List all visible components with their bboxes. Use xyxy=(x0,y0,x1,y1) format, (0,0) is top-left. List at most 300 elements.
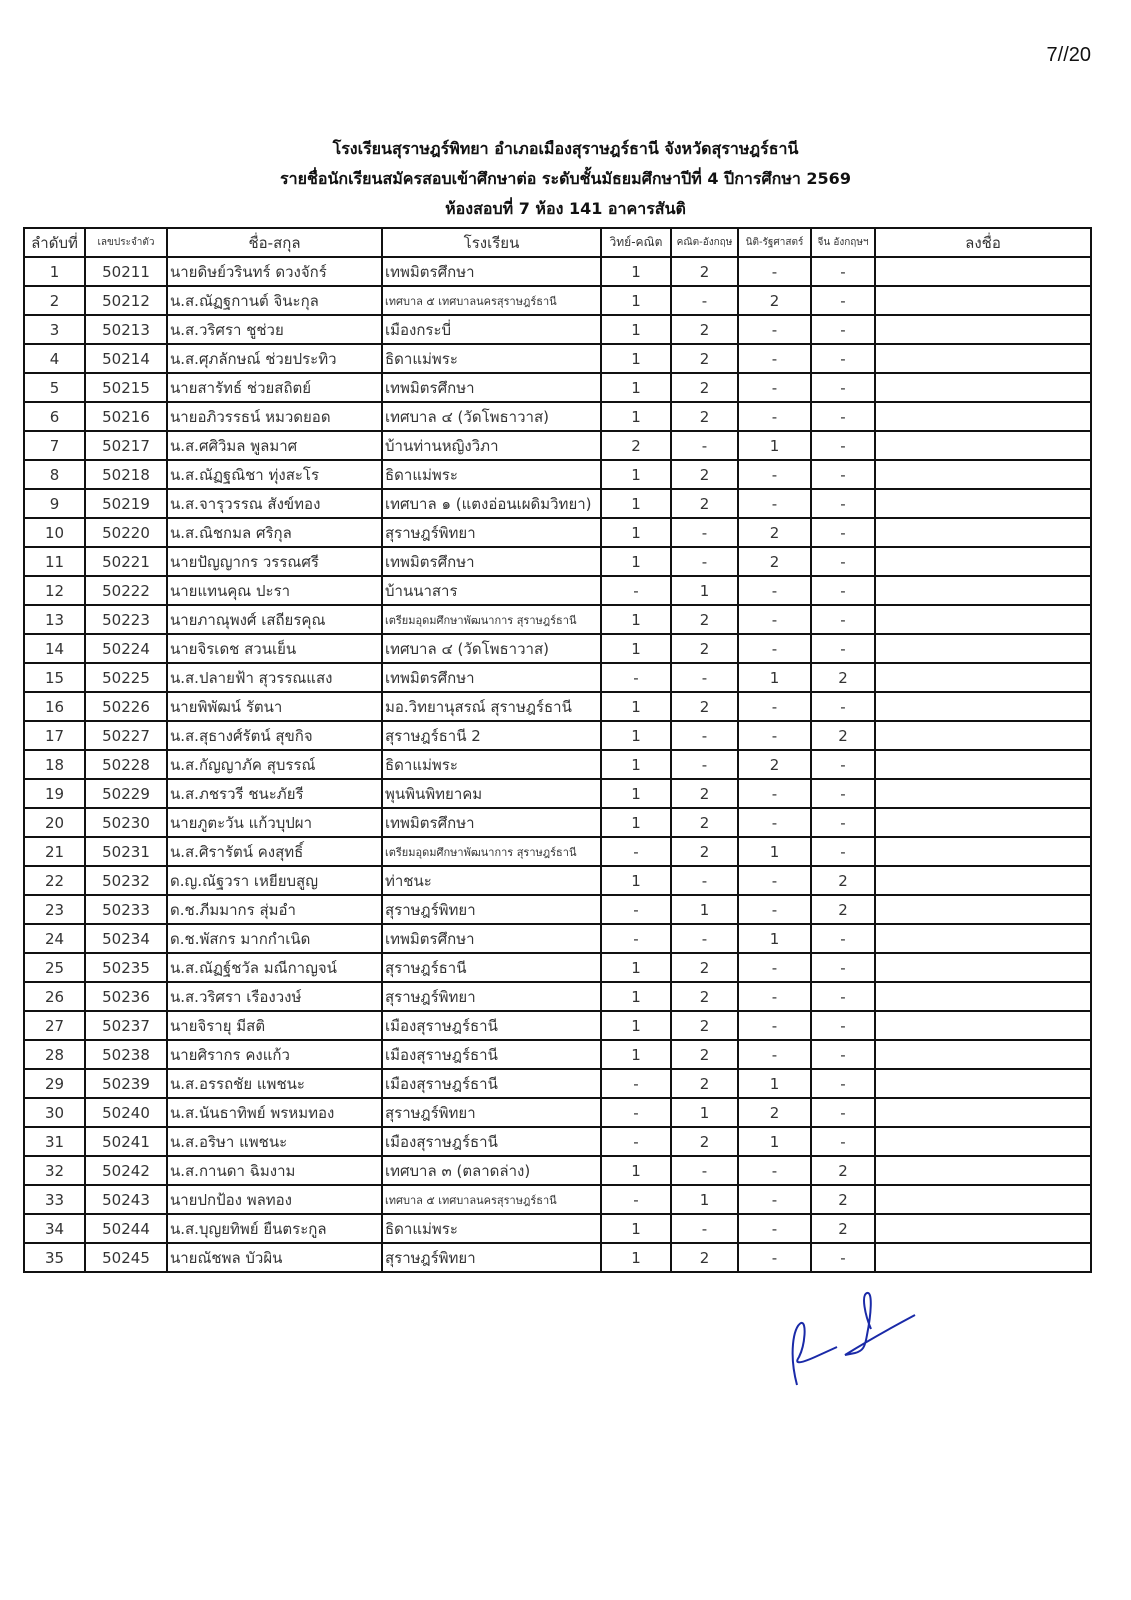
student-name: นายปกป้อง พลทอง xyxy=(167,1185,382,1214)
student-id: 50241 xyxy=(85,1127,167,1156)
school-name: เมืองสุราษฎร์ธานี xyxy=(382,1040,601,1069)
row-number: 12 xyxy=(24,576,85,605)
header-title-line: รายชื่อนักเรียนสมัครสอบเข้าศึกษาต่อ ระดับชั้นมัธยมศึกษาปีที่ 4 ปีการศึกษา 2569 xyxy=(280,169,851,188)
signature-cell[interactable] xyxy=(875,518,1091,547)
choice-chi-eng: - xyxy=(811,373,875,402)
table-row xyxy=(24,750,1091,779)
choice-law-pol: - xyxy=(738,953,811,982)
signature-cell[interactable] xyxy=(875,895,1091,924)
student-id: 50233 xyxy=(85,895,167,924)
school-name: เทศบาล ๓ (ตลาดล่าง) xyxy=(382,1156,601,1185)
choice-sci-math: 1 xyxy=(601,1214,671,1243)
student-name: นายปัญญากร วรรณศรี xyxy=(167,547,382,576)
student-id: 50243 xyxy=(85,1185,167,1214)
choice-chi-eng: - xyxy=(811,982,875,1011)
choice-sci-math: 1 xyxy=(601,808,671,837)
choice-math-eng: 2 xyxy=(671,808,738,837)
signature-cell[interactable] xyxy=(875,547,1091,576)
choice-sci-math: 1 xyxy=(601,460,671,489)
student-id: 50219 xyxy=(85,489,167,518)
choice-chi-eng: 2 xyxy=(811,1185,875,1214)
row-number: 6 xyxy=(24,402,85,431)
signature-cell[interactable] xyxy=(875,1040,1091,1069)
choice-chi-eng: - xyxy=(811,489,875,518)
school-name: สุราษฎร์ธานี 2 xyxy=(382,721,601,750)
choice-chi-eng: - xyxy=(811,257,875,286)
choice-sci-math: 1 xyxy=(601,518,671,547)
choice-sci-math: - xyxy=(601,1098,671,1127)
choice-chi-eng: - xyxy=(811,315,875,344)
signature-cell[interactable] xyxy=(875,1156,1091,1185)
school-name: บ้านท่านหญิงวิภา xyxy=(382,431,601,460)
choice-law-pol: - xyxy=(738,460,811,489)
school-name: เทพมิตรศึกษา xyxy=(382,808,601,837)
student-name: น.ส.ณัฏฐกานต์ จินะกุล xyxy=(167,286,382,315)
choice-sci-math: - xyxy=(601,895,671,924)
row-number: 27 xyxy=(24,1011,85,1040)
student-name: นายแทนคุณ ปะรา xyxy=(167,576,382,605)
choice-sci-math: 1 xyxy=(601,953,671,982)
row-number: 9 xyxy=(24,489,85,518)
student-id: 50231 xyxy=(85,837,167,866)
student-name: น.ส.วริศรา เรืองวงษ์ xyxy=(167,982,382,1011)
choice-math-eng: 1 xyxy=(671,895,738,924)
choice-chi-eng: - xyxy=(811,402,875,431)
school-name: สุราษฎร์ธานี xyxy=(382,953,601,982)
signature-cell[interactable] xyxy=(875,576,1091,605)
table-row xyxy=(24,1069,1091,1098)
student-name: นายศิรากร คงแก้ว xyxy=(167,1040,382,1069)
choice-sci-math: 1 xyxy=(601,257,671,286)
choice-law-pol: 1 xyxy=(738,924,811,953)
table-row xyxy=(24,866,1091,895)
row-number: 3 xyxy=(24,315,85,344)
school-name: สุราษฎร์พิทยา xyxy=(382,1243,601,1272)
signature-cell[interactable] xyxy=(875,1214,1091,1243)
row-number: 5 xyxy=(24,373,85,402)
row-number: 13 xyxy=(24,605,85,634)
choice-chi-eng: 2 xyxy=(811,1214,875,1243)
choice-law-pol: - xyxy=(738,779,811,808)
row-number: 22 xyxy=(24,866,85,895)
table-row xyxy=(24,779,1091,808)
table-row xyxy=(24,373,1091,402)
table-row xyxy=(24,344,1091,373)
table-row xyxy=(24,402,1091,431)
school-name: ท่าชนะ xyxy=(382,866,601,895)
student-id: 50223 xyxy=(85,605,167,634)
signature-cell[interactable] xyxy=(875,1011,1091,1040)
table-row xyxy=(24,924,1091,953)
table-row xyxy=(24,837,1091,866)
student-id: 50234 xyxy=(85,924,167,953)
student-id: 50211 xyxy=(85,257,167,286)
choice-math-eng: 2 xyxy=(671,1040,738,1069)
school-name: เทศบาล ๑ (แตงอ่อนเผดิมวิทยา) xyxy=(382,489,601,518)
row-number: 20 xyxy=(24,808,85,837)
student-id: 50216 xyxy=(85,402,167,431)
choice-sci-math: 1 xyxy=(601,779,671,808)
signature-cell[interactable] xyxy=(875,866,1091,895)
student-id: 50229 xyxy=(85,779,167,808)
choice-law-pol: 2 xyxy=(738,1098,811,1127)
choice-math-eng: 1 xyxy=(671,1098,738,1127)
choice-chi-eng: 2 xyxy=(811,721,875,750)
choice-math-eng: 2 xyxy=(671,1127,738,1156)
choice-sci-math: 1 xyxy=(601,1156,671,1185)
table-row xyxy=(24,663,1091,692)
student-name: น.ส.ณิชกมล ศริกุล xyxy=(167,518,382,547)
choice-math-eng: - xyxy=(671,431,738,460)
choice-math-eng: - xyxy=(671,663,738,692)
student-name: ด.ช.พัสกร มากกำเนิด xyxy=(167,924,382,953)
choice-chi-eng: - xyxy=(811,692,875,721)
choice-sci-math: 1 xyxy=(601,373,671,402)
student-id: 50239 xyxy=(85,1069,167,1098)
signature-cell[interactable] xyxy=(875,1098,1091,1127)
choice-math-eng: 2 xyxy=(671,1011,738,1040)
table-row xyxy=(24,895,1091,924)
choice-math-eng: 2 xyxy=(671,779,738,808)
choice-sci-math: - xyxy=(601,1069,671,1098)
student-name: น.ส.ณัฏฐณิชา ทุ่งสะโร xyxy=(167,460,382,489)
choice-sci-math: 1 xyxy=(601,866,671,895)
choice-chi-eng: - xyxy=(811,518,875,547)
choice-chi-eng: - xyxy=(811,1069,875,1098)
choice-sci-math: 1 xyxy=(601,1243,671,1272)
school-name: เทพมิตรศึกษา xyxy=(382,663,601,692)
choice-law-pol: - xyxy=(738,1011,811,1040)
school-name: เทพมิตรศึกษา xyxy=(382,373,601,402)
student-id: 50225 xyxy=(85,663,167,692)
signature-cell[interactable] xyxy=(875,634,1091,663)
choice-law-pol: - xyxy=(738,721,811,750)
choice-sci-math: 1 xyxy=(601,1011,671,1040)
row-number: 16 xyxy=(24,692,85,721)
student-id: 50230 xyxy=(85,808,167,837)
school-name: บ้านนาสาร xyxy=(382,576,601,605)
signature-cell[interactable] xyxy=(875,373,1091,402)
choice-sci-math: 1 xyxy=(601,692,671,721)
student-id: 50227 xyxy=(85,721,167,750)
student-id: 50218 xyxy=(85,460,167,489)
school-name: เทศบาล ๔ (วัดโพธาวาส) xyxy=(382,402,601,431)
table-row xyxy=(24,489,1091,518)
table-row xyxy=(24,808,1091,837)
student-id: 50224 xyxy=(85,634,167,663)
signature-cell[interactable] xyxy=(875,431,1091,460)
student-id: 50214 xyxy=(85,344,167,373)
student-name: น.ส.ภชรวรี ชนะภัยรี xyxy=(167,779,382,808)
school-name: ธิดาแม่พระ xyxy=(382,750,601,779)
student-id: 50235 xyxy=(85,953,167,982)
choice-chi-eng: - xyxy=(811,953,875,982)
table-row xyxy=(24,286,1091,315)
row-number: 32 xyxy=(24,1156,85,1185)
choice-law-pol: - xyxy=(738,257,811,286)
choice-law-pol: - xyxy=(738,402,811,431)
choice-sci-math: 1 xyxy=(601,315,671,344)
signature-cell[interactable] xyxy=(875,924,1091,953)
school-name: มอ.วิทยานุสรณ์ สุราษฎร์ธานี xyxy=(382,692,601,721)
choice-law-pol: 1 xyxy=(738,1069,811,1098)
col-header-law-pol: นิติ-รัฐศาสตร์ xyxy=(738,228,811,257)
school-name: เทศบาล ๕ เทศบาลนครสุราษฎร์ธานี xyxy=(382,1185,601,1214)
signature-cell[interactable] xyxy=(875,402,1091,431)
col-header-no: ลำดับที่ xyxy=(24,228,85,257)
choice-sci-math: 1 xyxy=(601,721,671,750)
row-number: 23 xyxy=(24,895,85,924)
signature-image xyxy=(775,1285,925,1395)
choice-sci-math: 1 xyxy=(601,286,671,315)
row-number: 15 xyxy=(24,663,85,692)
choice-chi-eng: 2 xyxy=(811,663,875,692)
signature-cell[interactable] xyxy=(875,1127,1091,1156)
choice-sci-math: - xyxy=(601,576,671,605)
student-id: 50228 xyxy=(85,750,167,779)
col-header-name: ชื่อ-สกุล xyxy=(167,228,382,257)
signature-cell[interactable] xyxy=(875,257,1091,286)
school-name: สุราษฎร์พิทยา xyxy=(382,982,601,1011)
student-name: น.ส.บุญยทิพย์ ยืนตระกูล xyxy=(167,1214,382,1243)
student-id: 50222 xyxy=(85,576,167,605)
choice-chi-eng: - xyxy=(811,1243,875,1272)
row-number: 21 xyxy=(24,837,85,866)
choice-math-eng: 1 xyxy=(671,1185,738,1214)
table-row xyxy=(24,1098,1091,1127)
choice-chi-eng: - xyxy=(811,460,875,489)
choice-chi-eng: - xyxy=(811,837,875,866)
choice-law-pol: - xyxy=(738,344,811,373)
signature-cell[interactable] xyxy=(875,692,1091,721)
signature-cell[interactable] xyxy=(875,1243,1091,1272)
table-row xyxy=(24,518,1091,547)
student-name: นายภาณุพงศ์ เสถียรคุณ xyxy=(167,605,382,634)
school-name: เมืองกระบี่ xyxy=(382,315,601,344)
table-row xyxy=(24,576,1091,605)
signature-cell[interactable] xyxy=(875,953,1091,982)
choice-chi-eng: 2 xyxy=(811,866,875,895)
signature-cell[interactable] xyxy=(875,489,1091,518)
choice-law-pol: 2 xyxy=(738,286,811,315)
signature-cell[interactable] xyxy=(875,605,1091,634)
table-row xyxy=(24,953,1091,982)
signature-cell[interactable] xyxy=(875,721,1091,750)
choice-law-pol: - xyxy=(738,489,811,518)
choice-chi-eng: - xyxy=(811,576,875,605)
col-header-sci-math: วิทย์-คณิต xyxy=(601,228,671,257)
signature-cell[interactable] xyxy=(875,808,1091,837)
row-number: 17 xyxy=(24,721,85,750)
student-id: 50221 xyxy=(85,547,167,576)
choice-law-pol: - xyxy=(738,1156,811,1185)
row-number: 31 xyxy=(24,1127,85,1156)
choice-chi-eng: - xyxy=(811,924,875,953)
school-name: ธิดาแม่พระ xyxy=(382,460,601,489)
signature-cell[interactable] xyxy=(875,663,1091,692)
signature-cell[interactable] xyxy=(875,344,1091,373)
student-name: นายดิษย์วรินทร์ ดวงจักร์ xyxy=(167,257,382,286)
table-row xyxy=(24,1127,1091,1156)
school-name: เทพมิตรศึกษา xyxy=(382,257,601,286)
signature-cell[interactable] xyxy=(875,982,1091,1011)
table-row xyxy=(24,460,1091,489)
signature-cell[interactable] xyxy=(875,837,1091,866)
choice-law-pol: 1 xyxy=(738,431,811,460)
choice-math-eng: 2 xyxy=(671,634,738,663)
row-number: 2 xyxy=(24,286,85,315)
choice-math-eng: 2 xyxy=(671,489,738,518)
choice-chi-eng: - xyxy=(811,779,875,808)
school-name: เมืองสุราษฎร์ธานี xyxy=(382,1011,601,1040)
choice-law-pol: - xyxy=(738,808,811,837)
row-number: 18 xyxy=(24,750,85,779)
student-name: น.ส.อริษา แพชนะ xyxy=(167,1127,382,1156)
choice-law-pol: 2 xyxy=(738,547,811,576)
school-name: เตรียมอุดมศึกษาพัฒนาการ สุราษฎร์ธานี xyxy=(382,837,601,866)
row-number: 14 xyxy=(24,634,85,663)
choice-chi-eng: 2 xyxy=(811,895,875,924)
signature-cell[interactable] xyxy=(875,286,1091,315)
choice-chi-eng: - xyxy=(811,344,875,373)
choice-law-pol: 1 xyxy=(738,663,811,692)
school-name: ธิดาแม่พระ xyxy=(382,344,601,373)
choice-chi-eng: - xyxy=(811,1098,875,1127)
choice-sci-math: - xyxy=(601,1185,671,1214)
choice-sci-math: - xyxy=(601,663,671,692)
student-id: 50245 xyxy=(85,1243,167,1272)
document-header xyxy=(0,134,1131,224)
school-name: เทพมิตรศึกษา xyxy=(382,924,601,953)
table-row xyxy=(24,634,1091,663)
school-name: สุราษฎร์พิทยา xyxy=(382,1098,601,1127)
signature-cell[interactable] xyxy=(875,315,1091,344)
choice-math-eng: 2 xyxy=(671,460,738,489)
table-row xyxy=(24,692,1091,721)
choice-math-eng: 2 xyxy=(671,982,738,1011)
header-school-line: โรงเรียนสุราษฎร์พิทยา อำเภอเมืองสุราษฎร์ธานี จังหวัดสุราษฎร์ธานี xyxy=(332,139,799,158)
school-name: เทศบาล ๔ (วัดโพธาวาส) xyxy=(382,634,601,663)
row-number: 11 xyxy=(24,547,85,576)
student-name: น.ส.ปลายฟ้า สุวรรณแสง xyxy=(167,663,382,692)
choice-math-eng: 2 xyxy=(671,1069,738,1098)
choice-law-pol: 1 xyxy=(738,1127,811,1156)
choice-law-pol: 2 xyxy=(738,750,811,779)
student-name: น.ส.กัญญาภัค สุบรรณ์ xyxy=(167,750,382,779)
choice-math-eng: 2 xyxy=(671,605,738,634)
row-number: 35 xyxy=(24,1243,85,1272)
choice-math-eng: - xyxy=(671,1214,738,1243)
student-name: น.ส.ศศิวิมล พูลมาศ xyxy=(167,431,382,460)
choice-law-pol: 1 xyxy=(738,837,811,866)
student-id: 50237 xyxy=(85,1011,167,1040)
choice-math-eng: - xyxy=(671,547,738,576)
student-id: 50217 xyxy=(85,431,167,460)
student-name: น.ส.นันธาทิพย์ พรหมทอง xyxy=(167,1098,382,1127)
table-row xyxy=(24,315,1091,344)
student-name: น.ส.อรรถชัย แพชนะ xyxy=(167,1069,382,1098)
choice-math-eng: 2 xyxy=(671,402,738,431)
student-name: น.ส.จารุวรรณ สังข์ทอง xyxy=(167,489,382,518)
school-name: เทศบาล ๕ เทศบาลนครสุราษฎร์ธานี xyxy=(382,286,601,315)
choice-law-pol: 2 xyxy=(738,518,811,547)
choice-math-eng: 2 xyxy=(671,344,738,373)
row-number: 10 xyxy=(24,518,85,547)
choice-math-eng: - xyxy=(671,924,738,953)
student-id: 50226 xyxy=(85,692,167,721)
choice-chi-eng: - xyxy=(811,605,875,634)
choice-math-eng: - xyxy=(671,286,738,315)
col-header-signature: ลงชื่อ xyxy=(875,228,1091,257)
signature-cell[interactable] xyxy=(875,750,1091,779)
choice-law-pol: - xyxy=(738,315,811,344)
choice-law-pol: - xyxy=(738,895,811,924)
table-row xyxy=(24,1214,1091,1243)
choice-sci-math: 1 xyxy=(601,1040,671,1069)
choice-chi-eng: - xyxy=(811,1011,875,1040)
choice-sci-math: 1 xyxy=(601,605,671,634)
row-number: 29 xyxy=(24,1069,85,1098)
school-name: ธิดาแม่พระ xyxy=(382,1214,601,1243)
student-name: น.ส.ณัฏฐ์ชวัล มณีกาญจน์ xyxy=(167,953,382,982)
signature-cell[interactable] xyxy=(875,779,1091,808)
student-name: นายจิรายุ มีสติ xyxy=(167,1011,382,1040)
choice-chi-eng: - xyxy=(811,431,875,460)
choice-sci-math: 1 xyxy=(601,547,671,576)
choice-chi-eng: - xyxy=(811,1127,875,1156)
choice-law-pol: - xyxy=(738,373,811,402)
school-name: เมืองสุราษฎร์ธานี xyxy=(382,1069,601,1098)
table-row xyxy=(24,982,1091,1011)
signature-cell[interactable] xyxy=(875,460,1091,489)
school-name: เมืองสุราษฎร์ธานี xyxy=(382,1127,601,1156)
student-name: น.ส.ศุภลักษณ์ ช่วยประทิว xyxy=(167,344,382,373)
student-id: 50236 xyxy=(85,982,167,1011)
row-number: 24 xyxy=(24,924,85,953)
student-name: น.ส.สุธางศ์รัตน์ สุขกิจ xyxy=(167,721,382,750)
student-name: นายอภิวรรธน์ หมวดยอด xyxy=(167,402,382,431)
student-id: 50213 xyxy=(85,315,167,344)
choice-math-eng: 2 xyxy=(671,1243,738,1272)
choice-sci-math: 1 xyxy=(601,634,671,663)
choice-math-eng: - xyxy=(671,518,738,547)
choice-law-pol: - xyxy=(738,692,811,721)
table-row xyxy=(24,1156,1091,1185)
school-name: สุราษฎร์พิทยา xyxy=(382,895,601,924)
choice-sci-math: 2 xyxy=(601,431,671,460)
page-number: 7//20 xyxy=(1046,44,1091,66)
col-header-school: โรงเรียน xyxy=(382,228,601,257)
choice-chi-eng: - xyxy=(811,750,875,779)
row-number: 19 xyxy=(24,779,85,808)
choice-chi-eng: - xyxy=(811,634,875,663)
choice-chi-eng: - xyxy=(811,286,875,315)
header-room-line: ห้องสอบที่ 7 ห้อง 141 อาคารสันติ xyxy=(445,199,686,218)
student-name: นายณัชพล บัวผิน xyxy=(167,1243,382,1272)
signature-stroke xyxy=(793,1293,915,1385)
row-number: 34 xyxy=(24,1214,85,1243)
choice-law-pol: - xyxy=(738,1040,811,1069)
school-name: เทพมิตรศึกษา xyxy=(382,547,601,576)
signature-cell[interactable] xyxy=(875,1185,1091,1214)
signature-cell[interactable] xyxy=(875,1069,1091,1098)
choice-sci-math: - xyxy=(601,1127,671,1156)
row-number: 1 xyxy=(24,257,85,286)
table-row xyxy=(24,1011,1091,1040)
student-id: 50215 xyxy=(85,373,167,402)
table-row xyxy=(24,547,1091,576)
school-name: สุราษฎร์พิทยา xyxy=(382,518,601,547)
